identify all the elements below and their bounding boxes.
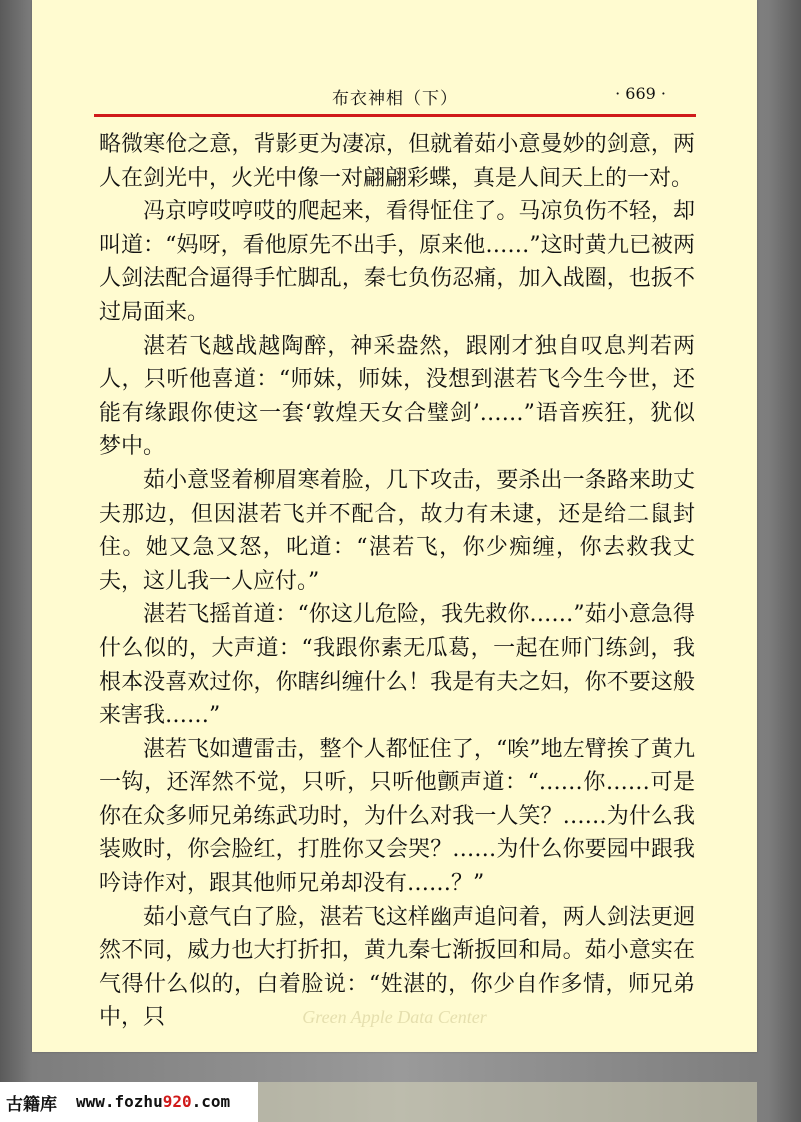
paragraph: 湛若飞如遭雷击，整个人都怔住了，“唉”地左臂挨了黄九一钩，还浑然不觉，只听，只听他颤声道：“……你……可是你在众多师兄弟练武功时，为什么对我一人笑？……为什么我装败时，你会脸红，打胜你又会哭？……为什么你要园中跟我吟诗作对，跟其他师兄弟却没有……？” [99,736,695,897]
book-title: 布衣神相（下） [332,89,458,109]
paragraph: 湛若飞越战越陶醉，神采盎然，跟刚才独自叹息判若两人，只听他喜道：“师妹，师妹，没想到湛若飞今生今世，还能有缘跟你使这一套‘敦煌天女合璧剑’……”语音疾狂，犹似梦中。 [99,333,695,460]
paragraph: 冯京哼哎哼哎的爬起来，看得怔住了。马凉负伤不轻，却叫道：“妈呀，看他原先不出手，原来他……”这时黄九已被两人剑法配合逼得手忙脚乱，秦七负伤忍痛，加入战圈，也扳不过局面来。 [99,199,695,325]
site-footer [0,1082,258,1122]
paragraph: 茹小意竖着柳眉寒着脸，几下攻击，要杀出一条路来助丈夫那边，但因湛若飞并不配合，故力有未逮，还是给二鼠封住。她又急又怒，叱道：“湛若飞，你少痴缠，你去救我丈夫，这儿我一人应付。” [99,467,695,594]
watermark: Green Apple Data Center [302,1007,487,1027]
book-page [32,0,757,1052]
next-page-edge [258,1082,757,1122]
header-rule [94,114,696,117]
site-url-suffix: .com [191,1092,231,1111]
body-text [99,128,695,1035]
running-header [94,84,696,114]
site-url-prefix: www.fozhu [76,1092,163,1111]
paragraph: 湛若飞摇首道：“你这儿危险，我先救你……”茹小意急得什么似的，大声道：“我跟你素无瓜葛，一起在师门练剑，我根本没喜欢过你，你瞎纠缠什么！我是有夫之妇，你不要这般来害我……” [99,602,695,729]
page-number: · 669 · [615,84,666,103]
paragraph: 茹小意气白了脸，湛若飞这样幽声追问着，两人剑法更迥然不同，威力也大打折扣，黄九秦七渐扳回和局。茹小意实在气得什么似的，白着脸说：“姓湛的，你少自作多情，师兄弟中，只 [99,904,695,1031]
paragraph: 略微寒伧之意，背影更为凄凉，但就着茹小意曼妙的剑意，两人在剑光中，火光中像一对翩翩彩蝶，真是人间天上的一对。 [99,132,695,191]
site-url[interactable] [76,1092,230,1111]
site-label: 古籍库 [6,1095,57,1115]
site-url-number: 920 [162,1092,192,1111]
